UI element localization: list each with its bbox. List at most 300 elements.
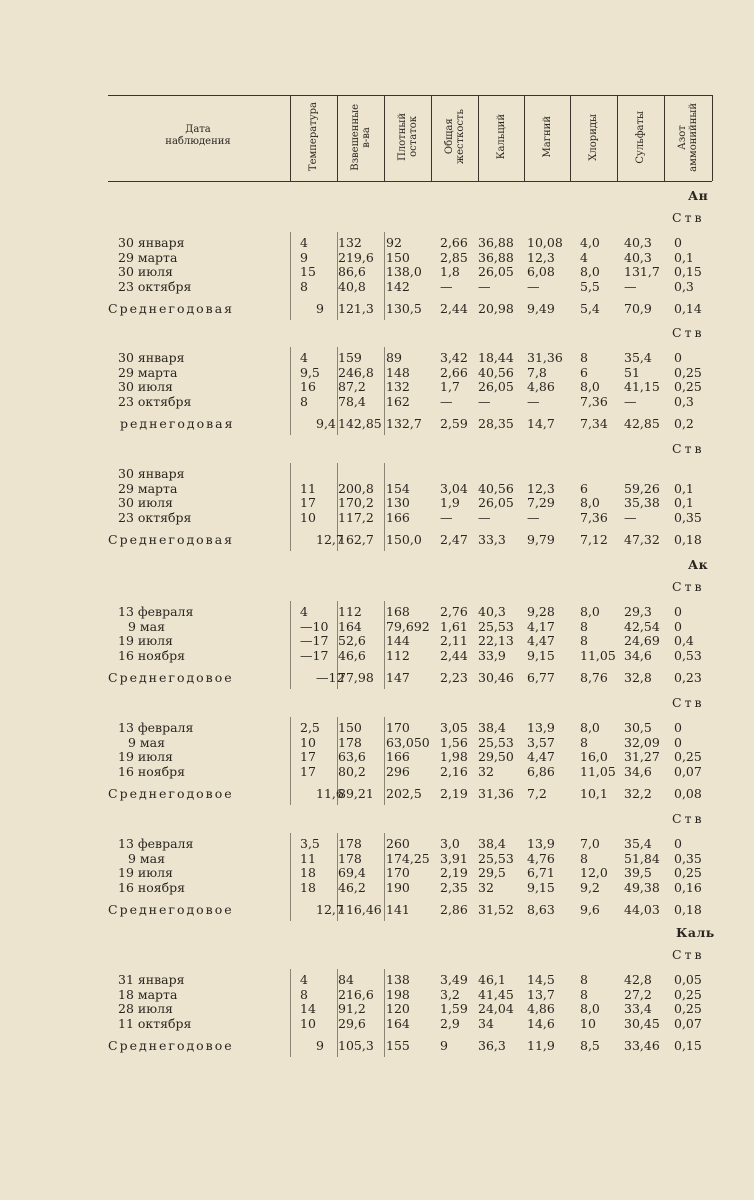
table-cell: 7,0 <box>580 836 600 851</box>
table-cell: 10 <box>300 734 316 750</box>
table-cell: — <box>527 393 540 409</box>
table-cell: 4 <box>300 350 308 365</box>
table-cell: 32 <box>478 879 494 895</box>
header-column <box>290 96 337 178</box>
average-cell: 47,32 <box>624 532 660 547</box>
header-column <box>384 96 431 178</box>
table-cell: 30,5 <box>624 720 652 735</box>
average-cell: 2,59 <box>440 416 468 431</box>
station-label: Ств <box>672 947 705 962</box>
table-cell: — <box>440 509 453 525</box>
table-cell: 0,3 <box>674 278 694 294</box>
average-cell: 121,3 <box>338 301 374 316</box>
table-cell: 8 <box>580 850 588 866</box>
table-cell: 31,36 <box>527 350 563 365</box>
average-cell: 8,5 <box>580 1038 600 1053</box>
body-column-divider <box>384 601 385 689</box>
average-cell: 141 <box>386 902 410 917</box>
average-cell: 12,7 <box>316 902 344 917</box>
table-cell: 78,4 <box>338 393 366 409</box>
row-date: 19 июля <box>118 865 173 880</box>
header-column <box>524 96 570 178</box>
table-cell: 18,44 <box>478 350 514 365</box>
table-cell: 13,9 <box>527 836 555 851</box>
row-date: 30 июля <box>118 379 173 394</box>
average-cell: 7,12 <box>580 532 608 547</box>
table-cell: 1,9 <box>440 495 460 510</box>
table-cell: 2,11 <box>440 633 468 648</box>
table-cell: 0,1 <box>674 480 694 496</box>
body-column-divider <box>290 969 291 1057</box>
average-cell: 7,2 <box>527 786 547 801</box>
table-cell: 132 <box>338 235 362 250</box>
table-cell: 34,6 <box>624 763 652 779</box>
row-date: 30 января <box>118 235 185 250</box>
average-cell: 42,85 <box>624 416 660 431</box>
table-cell: 142 <box>386 278 410 294</box>
table-cell: 40,3 <box>624 249 652 265</box>
body-column-divider <box>337 347 338 435</box>
header-column <box>617 96 664 178</box>
row-date: 19 июля <box>118 633 173 648</box>
table-cell: 138,0 <box>386 264 422 279</box>
table-cell: 29,6 <box>338 1015 366 1031</box>
row-date: 29 марта <box>118 480 178 496</box>
average-cell: 9,4 <box>316 416 336 431</box>
header-column-label: Хлориды <box>588 113 599 161</box>
table-cell: 2,19 <box>440 865 468 880</box>
table-cell: 168 <box>386 604 410 619</box>
table-cell: 2,16 <box>440 763 468 779</box>
table-cell: 6 <box>580 480 588 496</box>
body-column-divider <box>337 969 338 1057</box>
station-label: Ств <box>672 325 705 340</box>
average-cell: 11,6 <box>316 786 344 801</box>
header-column-label: Температура <box>308 102 319 172</box>
table-cell: 0,1 <box>674 249 694 265</box>
header-column-label: Сульфаты <box>635 110 646 164</box>
table-cell: 112 <box>338 604 362 619</box>
header-column <box>664 96 712 178</box>
table-cell: 164 <box>386 1015 410 1031</box>
annual-average-label: Среднегодовое <box>108 1038 234 1053</box>
table-cell: 0 <box>674 604 682 619</box>
table-cell: 2,5 <box>300 720 320 735</box>
table-cell: 3,04 <box>440 480 468 496</box>
table-cell: 18 <box>300 865 316 880</box>
table-cell: 36,88 <box>478 249 514 265</box>
table-cell: 1,61 <box>440 618 468 634</box>
table-cell: 18 <box>300 879 316 895</box>
table-cell: 8,0 <box>580 379 600 394</box>
table-cell: 8,0 <box>580 495 600 510</box>
annual-average-label: Среднегодовая <box>108 301 235 316</box>
body-column-divider <box>384 347 385 435</box>
table-cell: 9 <box>300 249 308 265</box>
station-label: Ств <box>672 811 705 826</box>
table-cell: 9,15 <box>527 879 555 895</box>
average-cell: 20,98 <box>478 301 514 316</box>
table-cell: 8 <box>580 633 588 648</box>
table-cell: 46,2 <box>338 879 366 895</box>
table-cell: 8 <box>580 350 588 365</box>
annual-average-label: реднегодовая <box>120 416 235 431</box>
table-cell: 0,16 <box>674 879 702 895</box>
table-cell: 170 <box>386 865 410 880</box>
table-cell: 25,53 <box>478 850 514 866</box>
table-cell: 91,2 <box>338 1001 366 1016</box>
body-column-divider <box>290 232 291 320</box>
row-date: 31 января <box>118 972 185 987</box>
row-date: 9 мая <box>128 850 165 866</box>
table-cell: 3,5 <box>300 836 320 851</box>
header-column-divider <box>712 95 713 181</box>
average-cell: 155 <box>386 1038 410 1053</box>
table-cell: 8,0 <box>580 264 600 279</box>
table-cell: 92 <box>386 235 402 250</box>
table-cell: 4,17 <box>527 618 555 634</box>
table-cell: — <box>440 393 453 409</box>
table-cell: 4,86 <box>527 1001 555 1016</box>
table-cell: 24,04 <box>478 1001 514 1016</box>
table-cell: 38,4 <box>478 836 506 851</box>
average-cell: 5,4 <box>580 301 600 316</box>
row-date: 28 июля <box>118 1001 173 1016</box>
table-cell: 40,56 <box>478 364 514 380</box>
table-cell: 0,3 <box>674 393 694 409</box>
table-cell: 3,57 <box>527 734 555 750</box>
table-cell: 25,53 <box>478 618 514 634</box>
table-cell: 0 <box>674 350 682 365</box>
table-cell: 200,8 <box>338 480 374 496</box>
table-cell: 4 <box>300 235 308 250</box>
table-cell: 130 <box>386 495 410 510</box>
table-cell: 0 <box>674 836 682 851</box>
table-cell: 0,25 <box>674 749 702 764</box>
table-cell: 178 <box>338 850 362 866</box>
table-cell: 39,5 <box>624 865 652 880</box>
table-cell: 14,6 <box>527 1015 555 1031</box>
table-cell: 8 <box>580 986 588 1002</box>
table-cell: 144 <box>386 633 410 648</box>
body-column-divider <box>290 347 291 435</box>
body-column-divider <box>384 969 385 1057</box>
table-cell: — <box>440 278 453 294</box>
average-cell: 7,34 <box>580 416 608 431</box>
body-column-divider <box>337 717 338 805</box>
row-date: 30 января <box>118 466 185 481</box>
table-cell: 13,9 <box>527 720 555 735</box>
table-cell: 9,5 <box>300 364 320 380</box>
table-cell: 178 <box>338 734 362 750</box>
row-date: 23 октября <box>118 278 192 294</box>
header-column <box>337 96 384 178</box>
header-column-label: Кальций <box>495 114 507 160</box>
table-cell: — <box>624 278 637 294</box>
table-cell: 9,28 <box>527 604 555 619</box>
header-date-label: Дата наблюдения <box>165 124 231 147</box>
average-cell: 0,23 <box>674 670 702 685</box>
average-cell: 150,0 <box>386 532 422 547</box>
body-column-divider <box>290 463 291 551</box>
body-column-divider <box>384 232 385 320</box>
table-cell: 49,38 <box>624 879 660 895</box>
average-cell: 9,79 <box>527 532 555 547</box>
average-cell: 147 <box>386 670 410 685</box>
table-cell: 8 <box>580 618 588 634</box>
table-cell: 40,56 <box>478 480 514 496</box>
table-cell: 159 <box>338 350 362 365</box>
average-cell: 32,2 <box>624 786 652 801</box>
average-cell: 105,3 <box>338 1038 374 1053</box>
table-cell: 1,59 <box>440 1001 468 1016</box>
average-cell: 6,77 <box>527 670 555 685</box>
table-cell: 8,0 <box>580 604 600 619</box>
table-cell: 12,3 <box>527 480 555 496</box>
body-column-divider <box>337 232 338 320</box>
average-cell: 0,15 <box>674 1038 702 1053</box>
table-cell: 0,25 <box>674 1001 702 1016</box>
average-cell: —12 <box>316 670 345 685</box>
row-date: 9 мая <box>128 734 165 750</box>
table-cell: 15 <box>300 264 316 279</box>
table-cell: 35,4 <box>624 836 652 851</box>
table-cell: 164 <box>338 618 362 634</box>
table-cell: 296 <box>386 763 410 779</box>
table-cell: 41,15 <box>624 379 660 394</box>
average-cell: 8,63 <box>527 902 555 917</box>
average-cell: 9,49 <box>527 301 555 316</box>
header-column <box>431 96 478 178</box>
table-cell: 12,3 <box>527 249 555 265</box>
body-column-divider <box>337 833 338 921</box>
station-label: Ств <box>672 695 705 710</box>
station-label: Ств <box>672 210 705 225</box>
table-cell: 42,8 <box>624 972 652 987</box>
table-cell: 0 <box>674 734 682 750</box>
table-cell: 34,6 <box>624 647 652 663</box>
average-cell: 31,52 <box>478 902 514 917</box>
header-bottom-rule <box>108 181 712 182</box>
row-date: 23 октября <box>118 509 192 525</box>
row-date: 11 октября <box>118 1015 192 1031</box>
table-cell: 17 <box>300 495 316 510</box>
table-cell: 8 <box>300 278 308 294</box>
table-cell: 32 <box>478 763 494 779</box>
table-cell: 8,0 <box>580 1001 600 1016</box>
table-cell: 38,4 <box>478 720 506 735</box>
row-date: 30 июля <box>118 264 173 279</box>
annual-average-label: Среднегодовое <box>108 786 234 801</box>
table-cell: 63,6 <box>338 749 366 764</box>
table-cell: 27,2 <box>624 986 652 1002</box>
table-cell: 131,7 <box>624 264 660 279</box>
table-cell: — <box>478 393 491 409</box>
table-cell: 3,49 <box>440 972 468 987</box>
table-cell: 3,05 <box>440 720 468 735</box>
table-cell: 3,2 <box>440 986 460 1002</box>
table-cell: 35,38 <box>624 495 660 510</box>
row-date: 29 марта <box>118 364 178 380</box>
table-cell: 7,29 <box>527 495 555 510</box>
table-cell: 35,4 <box>624 350 652 365</box>
row-date: 30 июля <box>118 495 173 510</box>
body-column-divider <box>337 601 338 689</box>
average-cell: 9 <box>316 301 324 316</box>
row-date: 18 марта <box>118 986 178 1002</box>
average-cell: 89,21 <box>338 786 374 801</box>
row-date: 29 марта <box>118 249 178 265</box>
table-cell: 16 <box>300 379 316 394</box>
table-cell: 8 <box>580 972 588 987</box>
body-column-divider <box>384 833 385 921</box>
table-cell: 3,0 <box>440 836 460 851</box>
table-cell: 0,53 <box>674 647 702 663</box>
header-date <box>108 96 288 176</box>
table-cell: — <box>478 278 491 294</box>
table-cell: — <box>527 278 540 294</box>
row-date: 30 января <box>118 350 185 365</box>
table-cell: 29,50 <box>478 749 514 764</box>
table-cell: 30,45 <box>624 1015 660 1031</box>
table-cell: 260 <box>386 836 410 851</box>
table-cell: 84 <box>338 972 354 987</box>
table-cell: 0,07 <box>674 763 702 779</box>
section-title: Каль <box>676 925 715 940</box>
header-column-label: Общая жесткость <box>443 109 466 165</box>
table-cell: 2,66 <box>440 235 468 250</box>
table-cell: 170 <box>386 720 410 735</box>
average-cell: 162,7 <box>338 532 374 547</box>
table-cell: 178 <box>338 836 362 851</box>
table-cell: 9,15 <box>527 647 555 663</box>
average-cell: 116,46 <box>338 902 382 917</box>
table-cell: 12,0 <box>580 865 608 880</box>
annual-average-label: Среднегодовая <box>108 532 235 547</box>
table-cell: 3,91 <box>440 850 468 866</box>
row-date: 16 ноября <box>118 879 186 895</box>
table-cell: 0,15 <box>674 264 702 279</box>
body-column-divider <box>337 463 338 551</box>
table-cell: 69,4 <box>338 865 366 880</box>
table-cell: 2,66 <box>440 364 468 380</box>
table-cell: 0,35 <box>674 850 702 866</box>
table-cell: 46,1 <box>478 972 506 987</box>
header-column-label: Взвешенные в-ва <box>349 103 372 171</box>
table-cell: 31,27 <box>624 749 660 764</box>
row-date: 23 октября <box>118 393 192 409</box>
table-cell: —17 <box>300 647 329 663</box>
average-cell: 9,6 <box>580 902 600 917</box>
average-cell: 33,46 <box>624 1038 660 1053</box>
table-cell: — <box>624 509 637 525</box>
table-cell: 16,0 <box>580 749 608 764</box>
row-date: 13 февраля <box>118 604 194 619</box>
table-cell: 2,85 <box>440 249 468 265</box>
station-label: Ств <box>672 441 705 456</box>
table-cell: 24,69 <box>624 633 660 648</box>
average-cell: 10,1 <box>580 786 608 801</box>
table-cell: 11 <box>300 850 316 866</box>
average-cell: 11,9 <box>527 1038 555 1053</box>
table-cell: 198 <box>386 986 410 1002</box>
table-cell: 86,6 <box>338 264 366 279</box>
table-cell: 2,35 <box>440 879 468 895</box>
table-cell: 11,05 <box>580 647 616 663</box>
table-cell: 40,3 <box>624 235 652 250</box>
table-cell: 5,5 <box>580 278 600 294</box>
row-date: 9 мая <box>128 618 165 634</box>
average-cell: 2,86 <box>440 902 468 917</box>
table-cell: 132 <box>386 379 410 394</box>
table-cell: 33,4 <box>624 1001 652 1016</box>
row-date: 13 февраля <box>118 720 194 735</box>
table-cell: 41,45 <box>478 986 514 1002</box>
table-cell: 174,25 <box>386 850 430 866</box>
average-cell: 70,9 <box>624 301 652 316</box>
table-cell: 3,42 <box>440 350 468 365</box>
header-column-label: Магний <box>541 116 553 158</box>
table-cell: 14 <box>300 1001 316 1016</box>
station-label: Ств <box>672 579 705 594</box>
table-cell: 26,05 <box>478 379 514 394</box>
table-cell: 6,86 <box>527 763 555 779</box>
table-cell: 10 <box>300 509 316 525</box>
table-cell: 36,88 <box>478 235 514 250</box>
section-title: Ак <box>688 557 709 572</box>
table-cell: 112 <box>386 647 410 663</box>
table-cell: 154 <box>386 480 410 496</box>
header-column-label: Плотный остаток <box>396 113 419 161</box>
table-cell: 14,5 <box>527 972 555 987</box>
average-cell: 2,47 <box>440 532 468 547</box>
body-column-divider <box>384 463 385 551</box>
average-cell: 0,08 <box>674 786 702 801</box>
header-column <box>478 96 524 178</box>
table-cell: 0,25 <box>674 364 702 380</box>
table-cell: 120 <box>386 1001 410 1016</box>
table-cell: 0,07 <box>674 1015 702 1031</box>
body-column-divider <box>290 833 291 921</box>
average-cell: 0,18 <box>674 902 702 917</box>
average-cell: 14,7 <box>527 416 555 431</box>
table-cell: —10 <box>300 618 329 634</box>
table-cell: 0,25 <box>674 865 702 880</box>
average-cell: 30,46 <box>478 670 514 685</box>
average-cell: 2,44 <box>440 301 468 316</box>
table-cell: 7,36 <box>580 509 608 525</box>
annual-average-label: Среднегодовое <box>108 670 234 685</box>
table-cell: 1,98 <box>440 749 468 764</box>
header-column <box>570 96 617 178</box>
average-cell: 77,98 <box>338 670 374 685</box>
average-cell: 130,5 <box>386 301 422 316</box>
annual-average-label: Среднегодовое <box>108 902 234 917</box>
table-cell: 10 <box>300 1015 316 1031</box>
average-cell: 2,19 <box>440 786 468 801</box>
table-cell: 0 <box>674 720 682 735</box>
average-cell: 0,18 <box>674 532 702 547</box>
table-cell: 117,2 <box>338 509 374 525</box>
row-date: 16 ноября <box>118 763 186 779</box>
table-cell: 170,2 <box>338 495 374 510</box>
table-cell: 4,47 <box>527 633 555 648</box>
table-cell: 0 <box>674 235 682 250</box>
table-cell: 11,05 <box>580 763 616 779</box>
table-cell: 4,86 <box>527 379 555 394</box>
table-cell: 10,08 <box>527 235 563 250</box>
table-cell: 52,6 <box>338 633 366 648</box>
